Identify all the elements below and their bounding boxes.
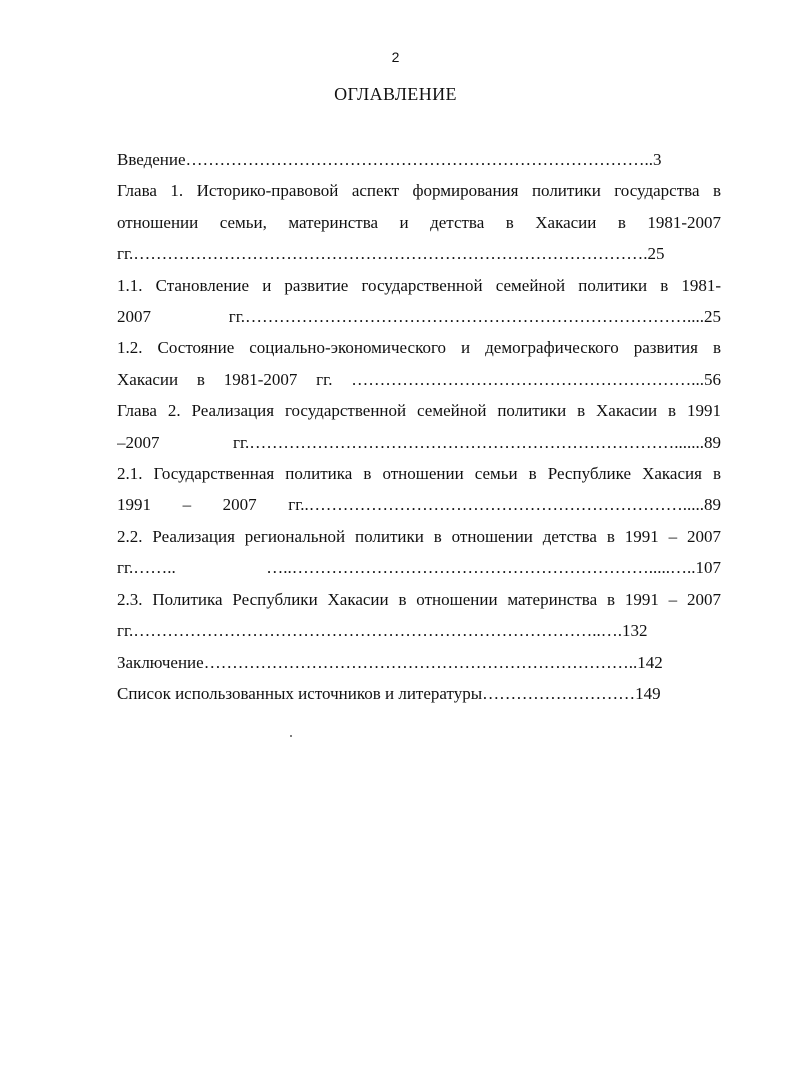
toc-entry-line: –2007 гг.………………………………………………………………….......89 xyxy=(117,432,721,452)
toc-entry xyxy=(117,395,721,458)
toc-entry-line: 2.2. Реализация региональной политики в отношении детства в 1991 – 2007 xyxy=(117,526,721,546)
toc-entry xyxy=(117,144,721,175)
toc-entry-line: 1.2. Состояние социально-экономического и демографического развития в xyxy=(117,338,721,358)
toc-entry-line: гг.……………………………………………………………………………….25 xyxy=(117,244,665,264)
toc-entry xyxy=(117,458,721,521)
stray-dot-mark xyxy=(290,735,292,737)
toc-entry xyxy=(117,270,721,333)
toc-entry xyxy=(117,678,721,709)
toc-entry-line: Список использованных источников и литературы………………………149 xyxy=(117,683,661,703)
toc-entry xyxy=(117,175,721,269)
toc-entry-line: Хакасии в 1981-2007 гг. ……………………………………………………...56 xyxy=(117,369,721,389)
toc-entry xyxy=(117,332,721,395)
toc-entry-line: Заключение…………………………………………………………………..142 xyxy=(117,652,663,672)
page-number: 2 xyxy=(391,49,400,65)
toc-entry-line: Глава 2. Реализация государственной семейной политики в Хакасии в 1991 xyxy=(117,401,721,421)
toc-entry-line: Глава 1. Историко-правовой аспект формирования политики государства в xyxy=(117,181,721,201)
toc-entry-line: 2.3. Политика Республики Хакасии в отношении материнства в 1991 – 2007 xyxy=(117,589,721,609)
toc-entry-line: гг.…….. …..……………………………………………………….....…..107 xyxy=(117,558,721,578)
toc-entry-line: 2007 гг.……………………………………………………………………....25 xyxy=(117,307,721,327)
toc-entry xyxy=(117,584,721,647)
toc-heading: ОГЛАВЛЕНИЕ xyxy=(334,84,457,104)
toc-entry xyxy=(117,647,721,678)
toc-entry-line: 2.1. Государственная политика в отношении семьи в Республике Хакасия в xyxy=(117,464,721,484)
table-of-contents xyxy=(117,144,721,709)
toc-entry-line: 1.1. Становление и развитие государственной семейной политики в 1981- xyxy=(117,275,721,295)
toc-entry-line: гг.………………………………………………………………………..….132 xyxy=(117,621,648,641)
toc-entry xyxy=(117,521,721,584)
toc-entry-line: Введение………………………………………………………………………..3 xyxy=(117,150,662,169)
toc-entry-line: 1991 – 2007 гг..………………………………………………………….....89 xyxy=(117,495,721,515)
toc-entry-line: отношении семьи, материнства и детства в Хакасии в 1981-2007 xyxy=(117,212,721,232)
